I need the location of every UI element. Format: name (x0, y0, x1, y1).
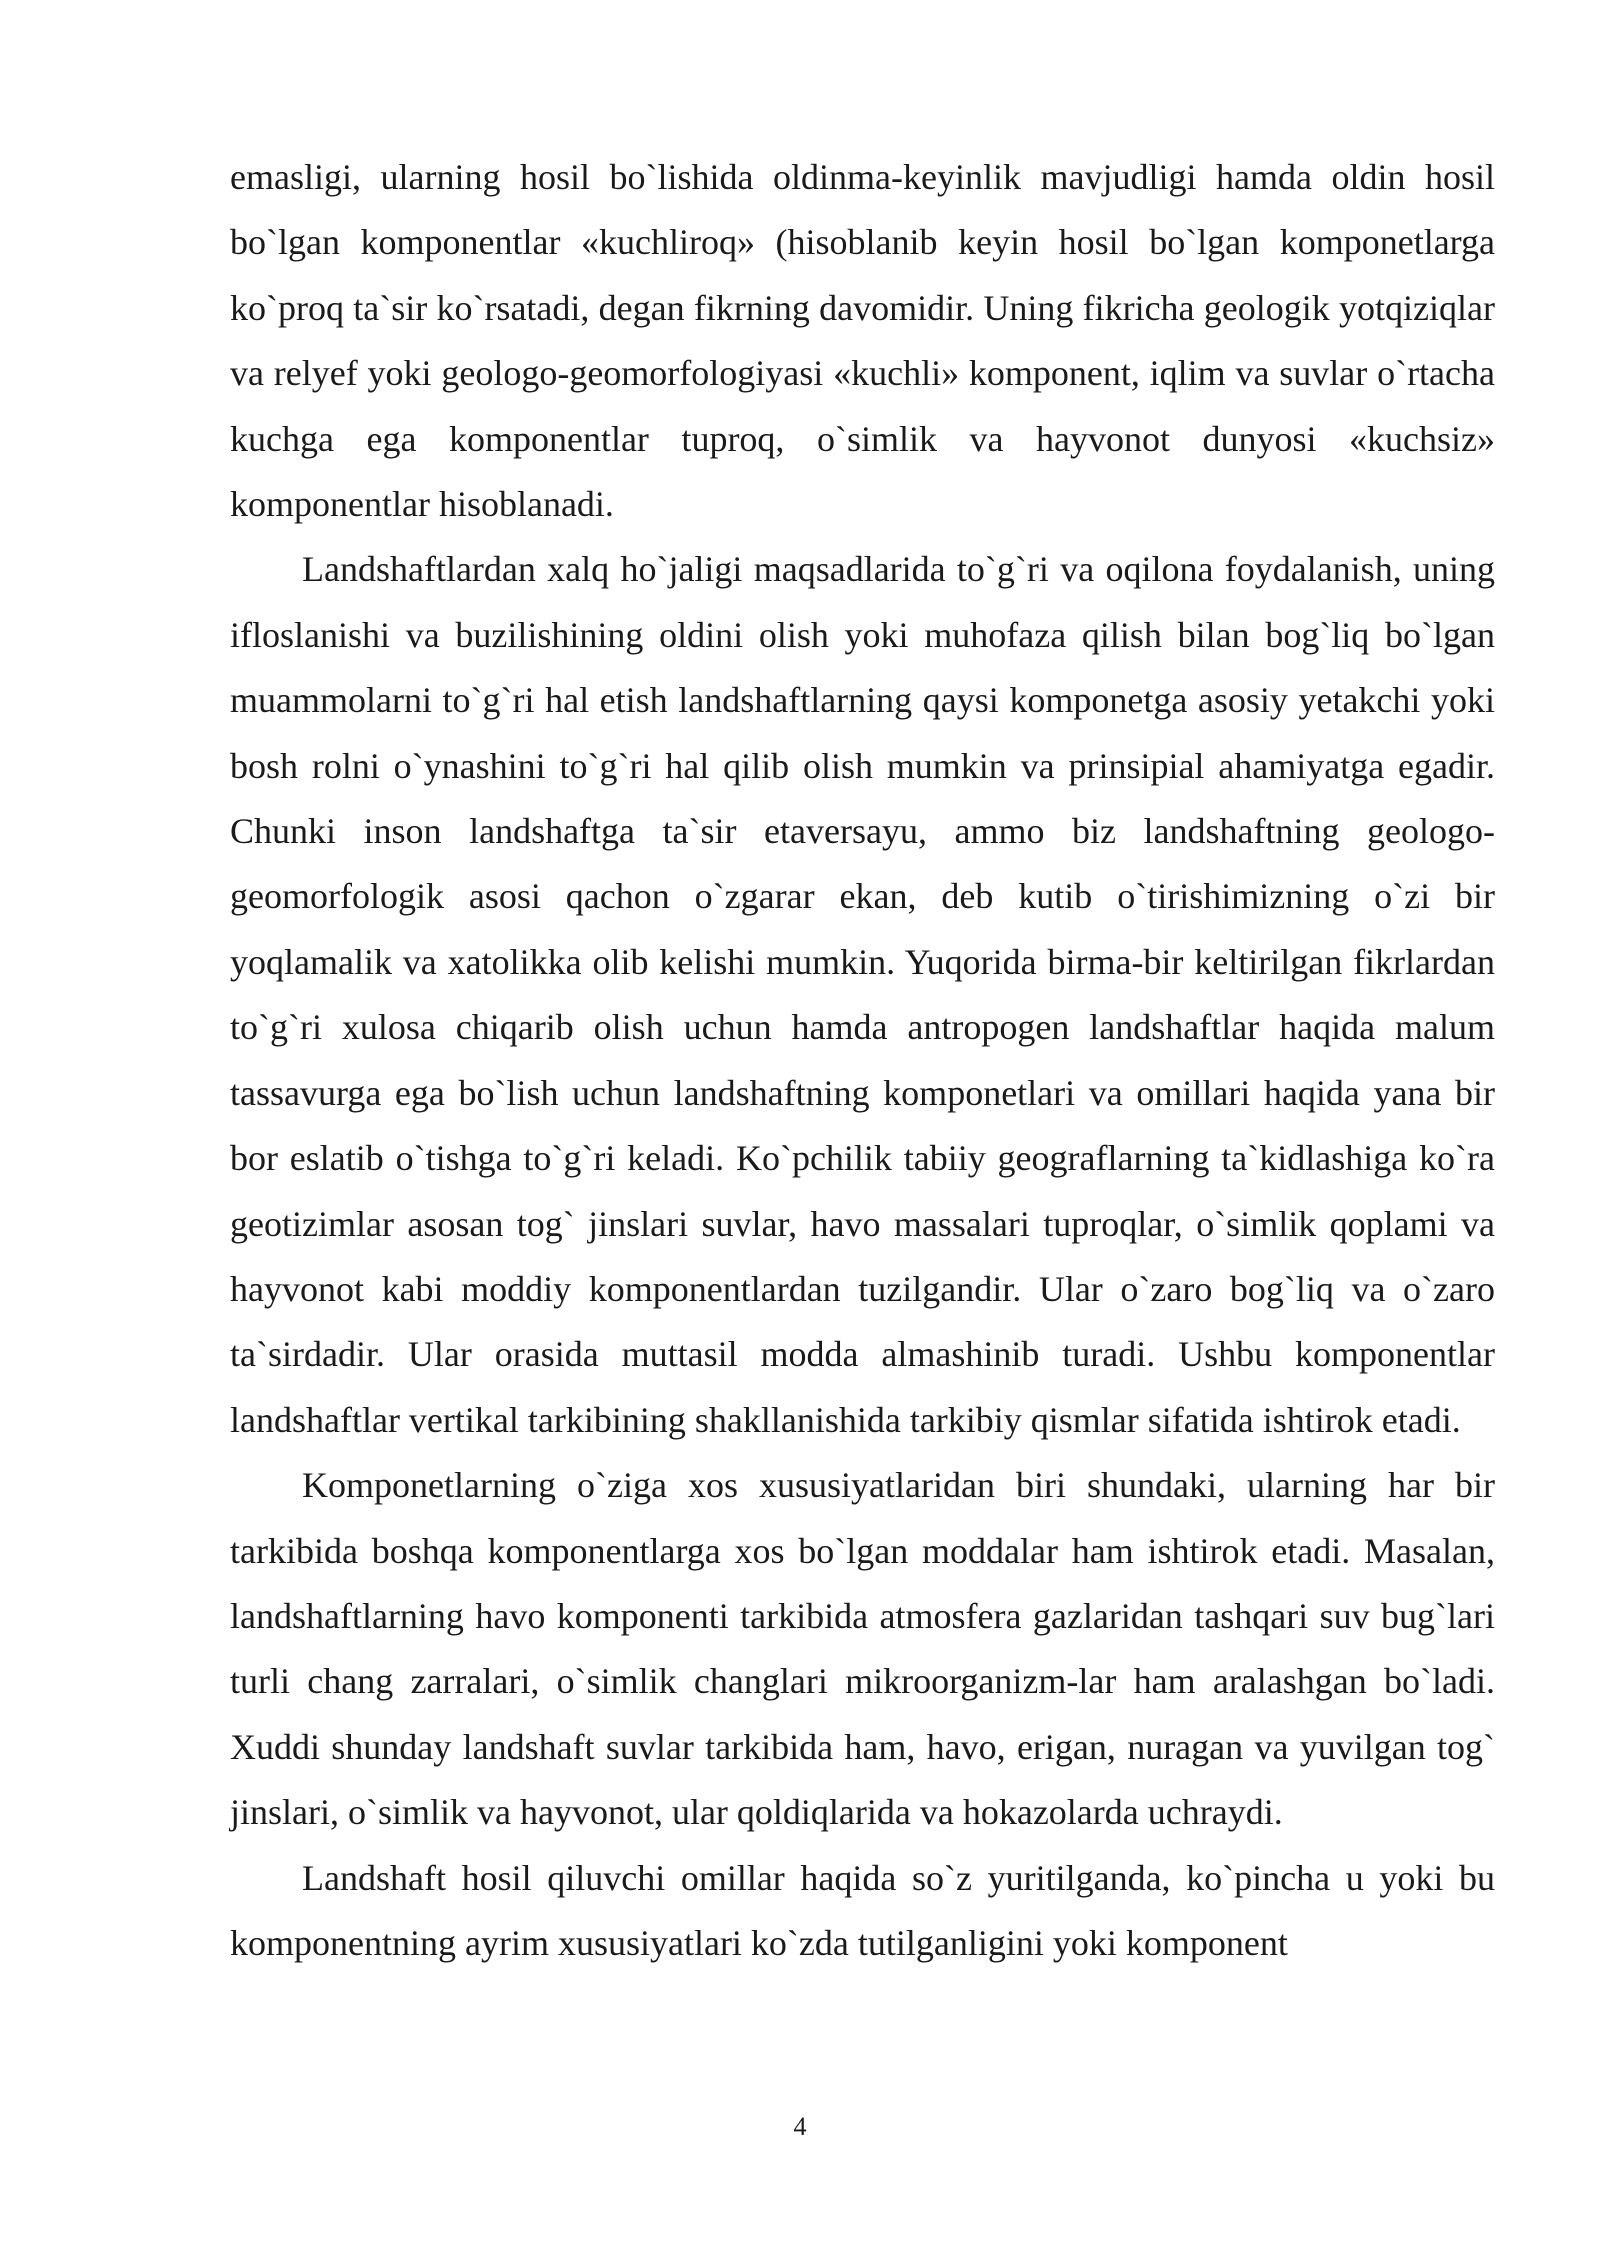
paragraph-2: Landshaftlardan xalq ho`jaligi maqsadlarida to`g`ri va oqilona foydalanish, uning ifloslanishi va buzilishining oldini olish yoki muhofaza qilish bilan bog`liq bo`lgan muammolarni to`g`ri hal etish landshaftlarning qaysi komponetga asosiy yetakchi yoki bosh rolni o`ynashini to`g`ri hal qilib olish mumkin va prinsipial ahamiyatga egadir. Chunki inson landshaftga ta`sir etaversayu, ammo biz landshaftning geologo-geomorfologik asosi qachon o`zgarar ekan, deb kutib o`tirishimizning o`zi bir yoqlamalik va xatolikka olib kelishi mumkin. Yuqorida birma-bir keltirilgan fikrlardan to`g`ri xulosa chiqarib olish uchun hamda antropogen landshaftlar haqida malum tassavurga ega bo`lish uchun landshaftning komponetlari va omillari haqida yana bir bor eslatib o`tishga to`g`ri keladi. Ko`pchilik tabiiy geograflarning ta`kidlashiga ko`ra geotizimlar asosan tog` jinslari suvlar, havo massalari tuproqlar, o`simlik qoplami va hayvonot kabi moddiy komponentlardan tuzilgandir. Ular o`zaro bog`liq va o`zaro ta`sirdadir. Ular orasida muttasil modda almashinib turadi. Ushbu komponentlar landshaftlar vertikal tarkibining shakllanishida tarkibiy qismlar sifatida ishtirok etadi. (230, 549, 1495, 1440)
paragraph-1: emasligi, ularning hosil bo`lishida oldinma-keyinlik mavjudligi hamda oldin hosil bo`lgan komponentlar «kuchliroq» (hisoblanib keyin hosil bo`lgan komponetlarga ko`proq ta`sir ko`rsatadi, degan fikrning davomidir. Uning fikricha geologik yotqiziqlar va relyef yoki geologo-geomorfologiyasi «kuchli» komponent, iqlim va suvlar o`rtacha kuchga ega komponentlar tuproq, o`simlik va hayvonot dunyosi «kuchsiz» komponentlar hisoblanadi. (230, 157, 1495, 525)
body-text (230, 145, 1495, 1976)
paragraph-3: Komponetlarning o`ziga xos xususiyatlaridan biri shundaki, ularning har bir tarkibida boshqa komponentlarga xos bo`lgan moddalar ham ishtirok etadi. Masalan, landshaftlarning havo komponenti tarkibida atmosfera gazlaridan tashqari suv bug`lari turli chang zarralari, o`simlik changlari mikroorganizm-lar ham aralashgan bo`ladi. Xuddi shunday landshaft suvlar tarkibida ham, havo, erigan, nuragan va yuvilgan tog` jinslari, o`simlik va hayvonot, ular qoldiqlarida va hokazolarda uchraydi. (230, 1465, 1495, 1833)
page-number: 4 (793, 2112, 807, 2141)
paragraph-4: Landshaft hosil qiluvchi omillar haqida so`z yuritilganda, ko`pincha u yoki bu komponentning ayrim xususiyatlari ko`zda tutilganligini yoki komponent (230, 1857, 1495, 1963)
